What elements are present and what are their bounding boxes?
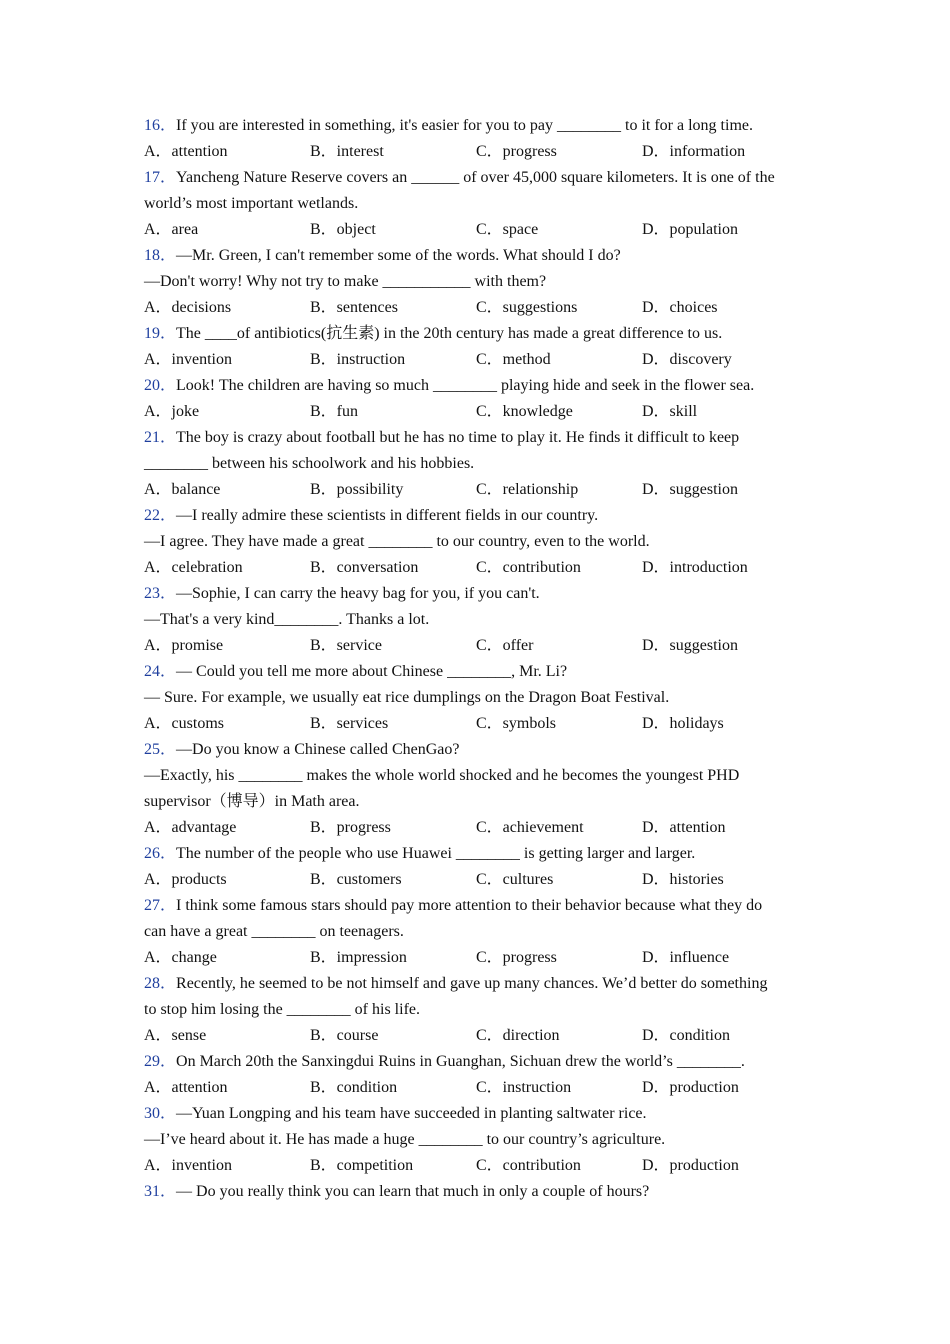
question-text: —Exactly, his ________ makes the whole world shocked and he becomes the youngest PHD — [144, 767, 740, 784]
answer-option-c[interactable]: C．suggestions — [476, 299, 578, 316]
answer-option-b[interactable]: B．fun — [310, 403, 359, 420]
answer-option-d[interactable]: D．population — [642, 221, 738, 238]
answer-options — [144, 555, 814, 581]
question-text: The boy is crazy about football but he has no time to play it. He finds it difficult to keep — [176, 429, 740, 446]
question-line — [144, 1101, 814, 1127]
exam-page — [144, 113, 814, 1205]
question-number: 18． — [144, 247, 177, 264]
question-text: can have a great ________ on teenagers. — [144, 923, 404, 940]
answer-option-a[interactable]: A．customs — [144, 715, 225, 732]
answer-option-c[interactable]: C．method — [476, 351, 551, 368]
answer-option-c[interactable]: C．relationship — [476, 481, 579, 498]
question-number: 26． — [144, 845, 177, 862]
answer-option-b[interactable]: B．course — [310, 1027, 379, 1044]
question-line — [144, 451, 814, 477]
answer-options — [144, 399, 814, 425]
question-line — [144, 919, 814, 945]
question-number: 17． — [144, 169, 177, 186]
question-line — [144, 997, 814, 1023]
question-3 — [144, 321, 814, 373]
answer-options — [144, 217, 814, 243]
question-6 — [144, 503, 814, 581]
answer-option-a[interactable]: A．advantage — [144, 819, 237, 836]
question-number: 20． — [144, 377, 177, 394]
question-text: —Do you know a Chinese called ChenGao? — [176, 741, 460, 758]
question-line — [144, 243, 814, 269]
answer-option-d[interactable]: D．suggestion — [642, 637, 739, 654]
question-number: 31． — [144, 1183, 177, 1200]
answer-option-a[interactable]: A．celebration — [144, 559, 243, 576]
question-line — [144, 269, 814, 295]
answer-option-a[interactable]: A．area — [144, 221, 199, 238]
answer-option-a[interactable]: A．joke — [144, 403, 200, 420]
answer-option-b[interactable]: B．sentences — [310, 299, 398, 316]
answer-options — [144, 347, 814, 373]
question-line — [144, 737, 814, 763]
answer-option-b[interactable]: B．services — [310, 715, 389, 732]
question-10 — [144, 841, 814, 893]
question-4 — [144, 373, 814, 425]
question-text: On March 20th the Sanxingdui Ruins in Guanghan, Sichuan drew the world’s ________. — [176, 1053, 745, 1070]
answer-option-c[interactable]: C．space — [476, 221, 539, 238]
answer-options — [144, 711, 814, 737]
question-number: 28． — [144, 975, 177, 992]
answer-option-a[interactable]: A．balance — [144, 481, 221, 498]
answer-option-d[interactable]: D．suggestion — [642, 481, 739, 498]
question-1 — [144, 165, 814, 243]
answer-option-c[interactable]: C．contribution — [476, 1157, 581, 1174]
answer-option-a[interactable]: A．attention — [144, 143, 228, 160]
question-text: —Sophie, I can carry the heavy bag for you, if you can't. — [176, 585, 540, 602]
question-number: 29． — [144, 1053, 177, 1070]
answer-options — [144, 477, 814, 503]
question-number: 24． — [144, 663, 177, 680]
question-line — [144, 503, 814, 529]
question-number: 22． — [144, 507, 177, 524]
question-number: 27． — [144, 897, 177, 914]
answer-option-d[interactable]: D．attention — [642, 819, 726, 836]
question-line — [144, 165, 814, 191]
answer-option-d[interactable]: D．discovery — [642, 351, 732, 368]
answer-options — [144, 1153, 814, 1179]
answer-option-c[interactable]: C．direction — [476, 1027, 560, 1044]
answer-options — [144, 633, 814, 659]
answer-option-a[interactable]: A．promise — [144, 637, 224, 654]
answer-option-d[interactable]: D．information — [642, 143, 746, 160]
question-line — [144, 659, 814, 685]
answer-option-a[interactable]: A．attention — [144, 1079, 228, 1096]
answer-option-c[interactable]: C．achievement — [476, 819, 584, 836]
question-line — [144, 763, 814, 789]
question-line — [144, 1049, 814, 1075]
question-13 — [144, 1049, 814, 1101]
answer-option-c[interactable]: C．instruction — [476, 1079, 572, 1096]
answer-option-d[interactable]: D．production — [642, 1079, 739, 1096]
question-line — [144, 971, 814, 997]
question-text: If you are interested in something, it's easier for you to pay ________ to it for a long time. — [176, 117, 753, 134]
question-line — [144, 373, 814, 399]
answer-option-d[interactable]: D．production — [642, 1157, 739, 1174]
question-text: to stop him losing the ________ of his life. — [144, 1001, 420, 1018]
answer-option-b[interactable]: B．possibility — [310, 481, 404, 498]
question-text: Yancheng Nature Reserve covers an ______ of over 45,000 square kilometers. It is one of the — [176, 169, 775, 186]
question-line — [144, 425, 814, 451]
answer-options — [144, 867, 814, 893]
answer-option-b[interactable]: B．interest — [310, 143, 384, 160]
answer-options — [144, 139, 814, 165]
answer-option-b[interactable]: B．object — [310, 221, 376, 238]
question-number: 21． — [144, 429, 177, 446]
answer-option-d[interactable]: D．choices — [642, 299, 718, 316]
question-line — [144, 1179, 814, 1205]
question-line — [144, 321, 814, 347]
answer-options — [144, 815, 814, 841]
answer-option-d[interactable]: D．influence — [642, 949, 730, 966]
answer-option-b[interactable]: B．progress — [310, 819, 391, 836]
answer-option-a[interactable]: A．change — [144, 949, 217, 966]
question-text: —Yuan Longping and his team have succeeded in planting saltwater rice. — [176, 1105, 647, 1122]
question-line — [144, 607, 814, 633]
question-text: —That's a very kind________. Thanks a lot. — [144, 611, 430, 628]
answer-option-d[interactable]: D．condition — [642, 1027, 730, 1044]
answer-option-b[interactable]: B．customers — [310, 871, 402, 888]
question-line — [144, 893, 814, 919]
answer-option-d[interactable]: D．introduction — [642, 559, 748, 576]
question-line — [144, 841, 814, 867]
question-text: — Sure. For example, we usually eat rice dumplings on the Dragon Boat Festival. — [144, 689, 670, 706]
answer-option-b[interactable]: B．service — [310, 637, 382, 654]
question-text: ________ between his schoolwork and his hobbies. — [144, 455, 475, 472]
question-text: — Could you tell me more about Chinese ________, Mr. Li? — [176, 663, 568, 680]
answer-option-c[interactable]: C．cultures — [476, 871, 554, 888]
question-text: —Don't worry! Why not try to make ___________ with them? — [144, 273, 547, 290]
answer-option-d[interactable]: D．holidays — [642, 715, 724, 732]
answer-option-a[interactable]: A．decisions — [144, 299, 232, 316]
question-5 — [144, 425, 814, 503]
question-line — [144, 113, 814, 139]
question-2 — [144, 243, 814, 321]
question-text: —I agree. They have made a great ________ to our country, even to the world. — [144, 533, 650, 550]
question-number: 19． — [144, 325, 177, 342]
question-number: 30． — [144, 1105, 177, 1122]
question-text: —Mr. Green, I can't remember some of the words. What should I do? — [176, 247, 621, 264]
question-text: supervisor（博导）in Math area. — [144, 793, 360, 810]
question-line — [144, 789, 814, 815]
question-text: world’s most important wetlands. — [144, 195, 359, 212]
answer-option-c[interactable]: C．symbols — [476, 715, 557, 732]
question-number: 23． — [144, 585, 177, 602]
question-text: I think some famous stars should pay more attention to their behavior because what they do — [176, 897, 763, 914]
question-15 — [144, 1179, 814, 1205]
answer-option-d[interactable]: D．skill — [642, 403, 698, 420]
question-7 — [144, 581, 814, 659]
question-14 — [144, 1101, 814, 1179]
answer-option-b[interactable]: B．condition — [310, 1079, 398, 1096]
answer-option-c[interactable]: C．progress — [476, 949, 557, 966]
answer-option-d[interactable]: D．histories — [642, 871, 724, 888]
question-line — [144, 581, 814, 607]
answer-option-a[interactable]: A．sense — [144, 1027, 207, 1044]
answer-option-a[interactable]: A．invention — [144, 1157, 232, 1174]
question-line — [144, 685, 814, 711]
answer-option-c[interactable]: C．offer — [476, 637, 534, 654]
question-line — [144, 191, 814, 217]
question-11 — [144, 893, 814, 971]
answer-option-b[interactable]: B．impression — [310, 949, 407, 966]
question-text: The number of the people who use Huawei ________ is getting larger and larger. — [176, 845, 696, 862]
answer-option-c[interactable]: C．contribution — [476, 559, 581, 576]
answer-option-a[interactable]: A．invention — [144, 351, 232, 368]
answer-option-c[interactable]: C．progress — [476, 143, 557, 160]
question-text: Recently, he seemed to be not himself and gave up many chances. We’d better do something — [176, 975, 768, 992]
answer-option-b[interactable]: B．instruction — [310, 351, 406, 368]
question-line — [144, 529, 814, 555]
answer-option-b[interactable]: B．competition — [310, 1157, 414, 1174]
answer-option-a[interactable]: A．products — [144, 871, 227, 888]
question-8 — [144, 659, 814, 737]
question-number: 25． — [144, 741, 177, 758]
answer-options — [144, 945, 814, 971]
answer-options — [144, 295, 814, 321]
question-9 — [144, 737, 814, 841]
question-0 — [144, 113, 814, 165]
question-text: —I really admire these scientists in different fields in our country. — [176, 507, 599, 524]
question-text: The ____of antibiotics(抗生素) in the 20th century has made a great difference to us. — [176, 325, 723, 342]
answer-option-b[interactable]: B．conversation — [310, 559, 419, 576]
answer-options — [144, 1075, 814, 1101]
question-line — [144, 1127, 814, 1153]
question-number: 16． — [144, 117, 177, 134]
answer-option-c[interactable]: C．knowledge — [476, 403, 573, 420]
question-text: —I’ve heard about it. He has made a huge ________ to our country’s agriculture. — [144, 1131, 666, 1148]
question-text: — Do you really think you can learn that much in only a couple of hours? — [176, 1183, 650, 1200]
question-text: Look! The children are having so much ________ playing hide and seek in the flower sea. — [176, 377, 755, 394]
answer-options — [144, 1023, 814, 1049]
question-12 — [144, 971, 814, 1049]
